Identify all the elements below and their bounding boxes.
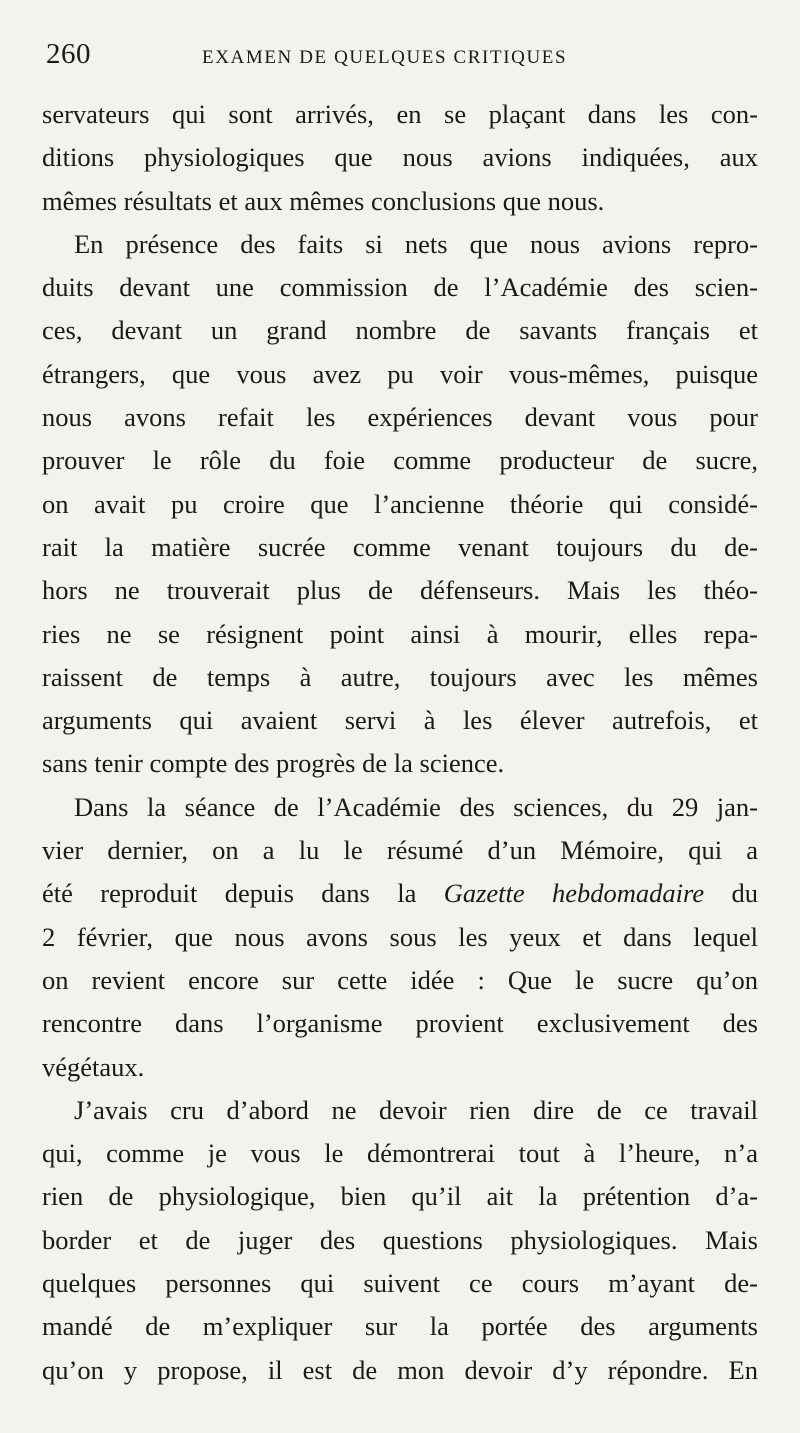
text-line: duits devant une commission de l’Académie des scien- bbox=[42, 272, 758, 303]
text-line: servateurs qui sont arrivés, en se plaçant dans les con- bbox=[42, 99, 758, 129]
text-line: arguments qui avaient servi à les élever autrefois, et bbox=[42, 705, 758, 736]
running-head bbox=[42, 38, 758, 78]
text-line: mêmes résultats et aux mêmes conclusions que nous. bbox=[42, 185, 605, 216]
text-line: prouver le rôle du foie comme producteur de sucre, bbox=[42, 445, 758, 476]
text-line: végétaux. bbox=[42, 1051, 145, 1082]
text-line: ditions physiologiques que nous avions indiquées, aux bbox=[42, 142, 758, 173]
italic-title: Gazette hebdomadaire bbox=[443, 878, 705, 909]
text-line: ces, devant un grand nombre de savants français et bbox=[42, 315, 758, 346]
text-line: rencontre dans l’organisme provient exclusivement des bbox=[42, 1008, 758, 1039]
text-line: ries ne se résignent point ainsi à mourir, elles repa- bbox=[42, 618, 758, 649]
text-line: étrangers, que vous avez pu voir vous-mêmes, puisque bbox=[42, 358, 758, 389]
text-line: raissent de temps à autre, toujours avec les mêmes bbox=[42, 661, 758, 692]
page-number: 260 bbox=[46, 38, 91, 70]
body-text bbox=[42, 93, 758, 1392]
text-line: nous avons refait les expériences devant vous pour bbox=[42, 402, 758, 433]
text-line: on revient encore sur cette idée : Que le sucre qu’on bbox=[42, 964, 758, 995]
text-line: rait la matière sucrée comme venant toujours du de- bbox=[42, 531, 758, 562]
text-line: qui, comme je vous le démontrerai tout à l’heure, n’a bbox=[42, 1138, 758, 1169]
text-line: J’avais cru d’abord ne devoir rien dire de ce travail bbox=[74, 1094, 758, 1125]
text-line: sans tenir compte des progrès de la science. bbox=[42, 748, 505, 779]
text-line: mandé de m’expliquer sur la portée des arguments bbox=[42, 1311, 758, 1342]
text-line: qu’on y propose, il est de mon devoir d’y répondre. En bbox=[42, 1354, 758, 1385]
text-line: 2 février, que nous avons sous les yeux et dans lequel bbox=[42, 921, 758, 952]
text-line: rien de physiologique, bien qu’il ait la prétention d’a- bbox=[42, 1181, 758, 1212]
text-line: En présence des faits si nets que nous avions repro- bbox=[74, 228, 758, 259]
text-line: Dans la séance de l’Académie des sciences, du 29 jan- bbox=[74, 791, 758, 822]
text-run: du bbox=[704, 878, 758, 909]
text-line: hors ne trouverait plus de défenseurs. Mais les théo- bbox=[42, 575, 758, 606]
text-line bbox=[42, 872, 758, 915]
text-line: border et de juger des questions physiologiques. Mais bbox=[42, 1224, 758, 1255]
text-line: vier dernier, on a lu le résumé d’un Mémoire, qui a bbox=[42, 835, 758, 866]
text-line: on avait pu croire que l’ancienne théorie qui considé- bbox=[42, 488, 758, 519]
running-title: EXAMEN DE QUELQUES CRITIQUES bbox=[202, 47, 568, 68]
text-line: quelques personnes qui suivent ce cours m’ayant de- bbox=[42, 1268, 758, 1299]
text-run: été reproduit depuis dans la bbox=[42, 878, 444, 909]
